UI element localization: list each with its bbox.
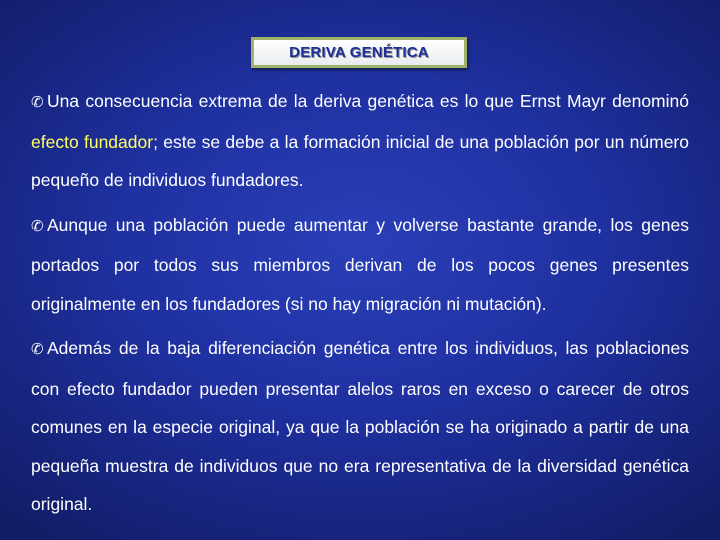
bullet-icon: ✆ [31,94,44,111]
bullet-paragraph-1 [31,82,689,200]
bullet-1-text-start: Una consecuencia extrema de la deriva genética es lo que Ernst Mayr denominó [47,91,689,111]
bullet-1-text-end: ; este se debe a la formación inicial de una población por un número pequeño de individuos fundadores. [31,131,689,190]
title-box [251,37,467,68]
highlight-efecto-fundador: efecto fundador [31,131,154,152]
slide-title: DERIVA GENÉTICA [289,44,429,61]
bullet-2-text: Aunque una población puede aumentar y volverse bastante grande, los genes portados por todos sus miembros derivan de los pocos genes presentes originalmente en los fundadores (si no hay migración ni mutación). [31,214,689,314]
bullet-paragraph-3 [31,329,689,524]
bullet-icon: ✆ [31,341,44,358]
bullet-3-text: Además de la baja diferenciación genética entre los individuos, las poblaciones con efecto fundador pueden presentar alelos raros en exceso o carecer de otros comunes en la especie original, ya que la población se ha originado a partir de una pequeña muestra de individuos que no era representativa de la diversidad genética original. [31,338,689,514]
slide-body [31,82,689,530]
bullet-icon: ✆ [31,217,44,235]
bullet-paragraph-2 [31,206,689,324]
